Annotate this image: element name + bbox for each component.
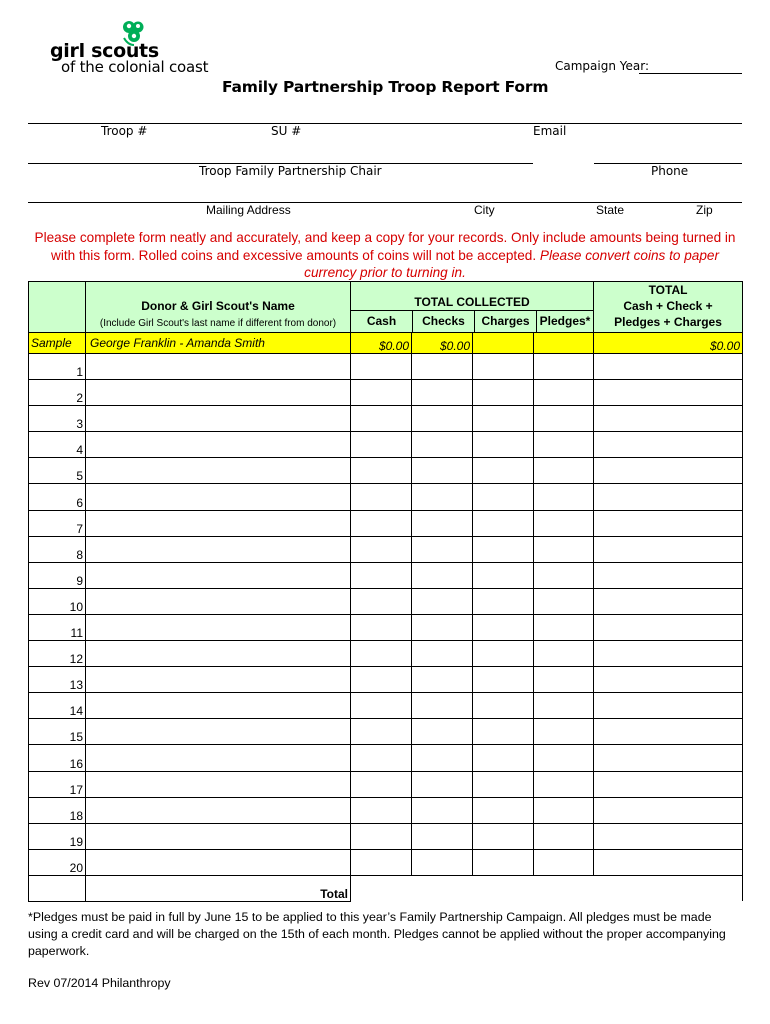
pledges-cell[interactable] xyxy=(534,614,594,640)
pledges-cell[interactable] xyxy=(534,458,594,484)
page-title: Family Partnership Troop Report Form xyxy=(222,78,549,96)
table-row xyxy=(29,562,743,588)
checks-cell[interactable] xyxy=(412,510,473,536)
donor-name-cell[interactable] xyxy=(86,771,351,797)
cash-cell[interactable] xyxy=(351,588,412,614)
donor-name-cell[interactable] xyxy=(86,641,351,667)
cash-cell[interactable] xyxy=(351,432,412,458)
row-number: 7 xyxy=(29,510,86,536)
checks-cell[interactable] xyxy=(412,823,473,849)
checks-cell[interactable] xyxy=(412,771,473,797)
table-row xyxy=(29,745,743,771)
total-header-line1: TOTAL xyxy=(648,283,688,297)
donor-name-cell[interactable] xyxy=(86,823,351,849)
row-total-cell[interactable] xyxy=(594,719,743,745)
donor-name-cell[interactable] xyxy=(86,432,351,458)
charges-cell[interactable] xyxy=(473,641,534,667)
total-blank-checks xyxy=(412,875,473,901)
charges-header: Charges xyxy=(474,311,536,332)
row-total-cell[interactable] xyxy=(594,771,743,797)
pledges-cell[interactable] xyxy=(534,354,594,380)
row-total-cell[interactable] xyxy=(594,510,743,536)
pledges-cell[interactable] xyxy=(534,406,594,432)
charges-cell[interactable] xyxy=(473,536,534,562)
cash-cell[interactable] xyxy=(351,484,412,510)
table-row xyxy=(29,641,743,667)
row-number: 4 xyxy=(29,432,86,458)
donor-name-cell[interactable] xyxy=(86,667,351,693)
donor-name-cell[interactable] xyxy=(86,719,351,745)
checks-cell[interactable] xyxy=(412,380,473,406)
pledges-cell[interactable] xyxy=(534,667,594,693)
donor-name-cell[interactable] xyxy=(86,745,351,771)
checks-cell[interactable] xyxy=(412,406,473,432)
donor-name-cell[interactable] xyxy=(86,693,351,719)
checks-header: Checks xyxy=(412,311,474,332)
checks-cell[interactable] xyxy=(412,614,473,640)
logo-text-line2: of the colonial coast xyxy=(61,58,209,76)
cash-header: Cash xyxy=(366,314,397,328)
sample-cash: $0.00 xyxy=(351,333,412,354)
table-row xyxy=(29,510,743,536)
row-number: 10 xyxy=(29,588,86,614)
pledges-cell[interactable] xyxy=(534,510,594,536)
pledges-cell[interactable] xyxy=(534,484,594,510)
donor-name-cell[interactable] xyxy=(86,510,351,536)
table-row xyxy=(29,588,743,614)
charges-cell[interactable] xyxy=(473,823,534,849)
total-collected-cell xyxy=(351,282,594,333)
row-total-cell[interactable] xyxy=(594,823,743,849)
charges-cell[interactable] xyxy=(473,510,534,536)
cash-cell[interactable] xyxy=(351,641,412,667)
pledges-cell[interactable] xyxy=(534,745,594,771)
phone-label: Phone xyxy=(651,164,689,178)
checks-cell[interactable] xyxy=(412,719,473,745)
donor-name-cell[interactable] xyxy=(86,536,351,562)
row-number: 6 xyxy=(29,484,86,510)
table-row xyxy=(29,484,743,510)
charges-cell[interactable] xyxy=(473,614,534,640)
donor-subheader: (Include Girl Scout's last name if different from donor) xyxy=(99,318,337,329)
checks-cell[interactable] xyxy=(412,745,473,771)
table-header-row xyxy=(29,282,743,333)
table-row xyxy=(29,354,743,380)
row-number: 15 xyxy=(29,719,86,745)
charges-cell[interactable] xyxy=(473,797,534,823)
charges-cell[interactable] xyxy=(473,458,534,484)
total-blank-charges xyxy=(473,875,534,901)
donation-table xyxy=(28,281,743,902)
charges-cell[interactable] xyxy=(473,588,534,614)
campaign-year-label: Campaign Year: xyxy=(555,59,650,73)
pledges-cell[interactable] xyxy=(534,771,594,797)
donor-name-cell[interactable] xyxy=(86,562,351,588)
pledges-header: Pledges* xyxy=(536,311,593,332)
donor-name-cell[interactable] xyxy=(86,588,351,614)
total-row-blank xyxy=(29,875,86,901)
row-number: 18 xyxy=(29,797,86,823)
charges-cell[interactable] xyxy=(473,380,534,406)
donor-name-cell[interactable] xyxy=(86,614,351,640)
revision-note: Rev 07/2014 Philanthropy xyxy=(28,976,171,990)
sample-total: $0.00 xyxy=(594,333,743,354)
checks-cell[interactable] xyxy=(412,667,473,693)
pledges-cell[interactable] xyxy=(534,536,594,562)
donor-name-cell[interactable] xyxy=(86,354,351,380)
table-row xyxy=(29,432,743,458)
pledges-cell[interactable] xyxy=(534,380,594,406)
charges-cell[interactable] xyxy=(473,484,534,510)
row-total-cell[interactable] xyxy=(594,536,743,562)
sample-name: George Franklin - Amanda Smith xyxy=(86,333,351,354)
checks-cell[interactable] xyxy=(412,458,473,484)
row-total-cell[interactable] xyxy=(594,354,743,380)
pledges-cell[interactable] xyxy=(534,588,594,614)
chair-label: Troop Family Partnership Chair xyxy=(199,164,382,178)
table-row xyxy=(29,823,743,849)
state-label: State xyxy=(596,203,625,217)
mailing-address-label: Mailing Address xyxy=(206,203,291,217)
pledges-cell[interactable] xyxy=(534,432,594,458)
sample-checks: $0.00 xyxy=(412,333,473,354)
row-number: 17 xyxy=(29,771,86,797)
row-number: 12 xyxy=(29,641,86,667)
row-total-cell[interactable] xyxy=(594,458,743,484)
row-total-cell[interactable] xyxy=(594,745,743,771)
row-number: 5 xyxy=(29,458,86,484)
row-total-cell[interactable] xyxy=(594,406,743,432)
donor-name-cell[interactable] xyxy=(86,406,351,432)
cash-cell[interactable] xyxy=(351,614,412,640)
row-number: 16 xyxy=(29,745,86,771)
row-number: 19 xyxy=(29,823,86,849)
row-number: 20 xyxy=(29,849,86,875)
cash-cell[interactable] xyxy=(351,693,412,719)
cash-cell[interactable] xyxy=(351,745,412,771)
checks-cell[interactable] xyxy=(412,588,473,614)
table-row xyxy=(29,380,743,406)
sample-label: Sample xyxy=(29,333,86,354)
charges-cell[interactable] xyxy=(473,432,534,458)
cash-cell[interactable] xyxy=(351,849,412,875)
charges-cell[interactable] xyxy=(473,667,534,693)
donor-name-cell[interactable] xyxy=(86,484,351,510)
charges-cell[interactable] xyxy=(473,562,534,588)
row-total-cell[interactable] xyxy=(594,667,743,693)
donor-name-cell[interactable] xyxy=(86,458,351,484)
table-row xyxy=(29,719,743,745)
cash-cell[interactable] xyxy=(351,536,412,562)
row-number: 13 xyxy=(29,667,86,693)
row-total-cell[interactable] xyxy=(594,588,743,614)
cash-cell[interactable] xyxy=(351,380,412,406)
charges-cell[interactable] xyxy=(473,771,534,797)
row-number: 8 xyxy=(29,536,86,562)
total-blank-sum xyxy=(594,875,743,901)
cash-cell[interactable] xyxy=(351,797,412,823)
table-row xyxy=(29,771,743,797)
pledges-cell[interactable] xyxy=(534,641,594,667)
cash-cell[interactable] xyxy=(351,510,412,536)
instructions-italic: Please convert coins to paper currency prior to turning in. xyxy=(304,247,719,280)
pledges-cell[interactable] xyxy=(534,693,594,719)
checks-cell[interactable] xyxy=(412,641,473,667)
header-blank-cell xyxy=(29,282,86,333)
cash-cell[interactable] xyxy=(351,406,412,432)
row-number: 1 xyxy=(29,354,86,380)
checks-cell[interactable] xyxy=(412,536,473,562)
table-row xyxy=(29,693,743,719)
pledges-cell[interactable] xyxy=(534,823,594,849)
row-total-cell[interactable] xyxy=(594,562,743,588)
row-number: 3 xyxy=(29,406,86,432)
donor-header-cell xyxy=(86,282,351,333)
donor-name-cell[interactable] xyxy=(86,380,351,406)
charges-cell[interactable] xyxy=(473,849,534,875)
charges-cell[interactable] xyxy=(473,745,534,771)
donor-name-cell[interactable] xyxy=(86,849,351,875)
cash-cell[interactable] xyxy=(351,458,412,484)
row-total-cell[interactable] xyxy=(594,693,743,719)
total-blank-pledges xyxy=(534,875,594,901)
cash-cell[interactable] xyxy=(351,562,412,588)
row-total-cell[interactable] xyxy=(594,849,743,875)
table-row xyxy=(29,406,743,432)
charges-cell[interactable] xyxy=(473,693,534,719)
cash-cell[interactable] xyxy=(351,823,412,849)
charges-cell[interactable] xyxy=(473,406,534,432)
cash-cell[interactable] xyxy=(351,667,412,693)
table-row xyxy=(29,458,743,484)
instructions xyxy=(28,229,742,282)
email-label: Email xyxy=(533,124,567,138)
row-total-cell[interactable] xyxy=(594,484,743,510)
grand-total-header-cell xyxy=(594,282,743,333)
cash-cell[interactable] xyxy=(351,354,412,380)
row-total-cell[interactable] xyxy=(594,432,743,458)
donor-header: Donor & Girl Scout's Name xyxy=(141,299,295,313)
checks-cell[interactable] xyxy=(412,432,473,458)
total-blank-cash xyxy=(351,875,412,901)
table-row xyxy=(29,667,743,693)
checks-cell[interactable] xyxy=(412,797,473,823)
pledges-cell[interactable] xyxy=(534,719,594,745)
campaign-year-field[interactable] xyxy=(639,73,742,74)
footnote: *Pledges must be paid in full by June 15 to be applied to this year’s Family Partnership Campaign. All pledges must be made using a credit card and will be charged on the 15th of each month. Pledges cannot be applied without the proper accompanying paperwork. xyxy=(28,910,726,958)
table-row xyxy=(29,614,743,640)
row-number: 9 xyxy=(29,562,86,588)
instructions-text: Please complete form neatly and accurately, and keep a copy for your records. Only include amounts being turned in with this form. Rolled coins and excessive amounts of coins will not be accepted. xyxy=(34,230,736,263)
total-label: Total xyxy=(86,875,351,901)
row-number: 14 xyxy=(29,693,86,719)
zip-label: Zip xyxy=(696,203,713,217)
row-number: 11 xyxy=(29,614,86,640)
troop-label: Troop # xyxy=(101,124,148,138)
row-total-cell[interactable] xyxy=(594,380,743,406)
checks-cell[interactable] xyxy=(412,484,473,510)
sample-pledges xyxy=(534,333,594,354)
table-row xyxy=(29,849,743,875)
total-header-line2: Cash + Check + xyxy=(623,299,713,313)
row-number: 2 xyxy=(29,380,86,406)
table-row xyxy=(29,536,743,562)
city-label: City xyxy=(474,203,495,217)
cash-cell[interactable] xyxy=(351,719,412,745)
charges-cell[interactable] xyxy=(473,354,534,380)
pledges-cell[interactable] xyxy=(534,797,594,823)
row-total-cell[interactable] xyxy=(594,614,743,640)
su-label: SU # xyxy=(271,124,302,138)
table-row xyxy=(29,797,743,823)
sample-charges xyxy=(473,333,534,354)
checks-cell[interactable] xyxy=(412,354,473,380)
checks-cell[interactable] xyxy=(412,562,473,588)
cash-cell[interactable] xyxy=(351,771,412,797)
checks-cell[interactable] xyxy=(412,849,473,875)
row-total-cell[interactable] xyxy=(594,797,743,823)
logo-text-line1: girl scouts xyxy=(50,40,159,62)
pledges-cell[interactable] xyxy=(534,562,594,588)
pledges-cell[interactable] xyxy=(534,849,594,875)
total-row xyxy=(29,875,743,901)
checks-cell[interactable] xyxy=(412,693,473,719)
total-collected-header: TOTAL COLLECTED xyxy=(414,295,530,309)
charges-cell[interactable] xyxy=(473,719,534,745)
total-header-line3: Pledges + Charges xyxy=(614,315,722,329)
sample-row xyxy=(29,333,743,354)
address-line[interactable] xyxy=(28,202,742,203)
row-total-cell[interactable] xyxy=(594,641,743,667)
donor-name-cell[interactable] xyxy=(86,797,351,823)
